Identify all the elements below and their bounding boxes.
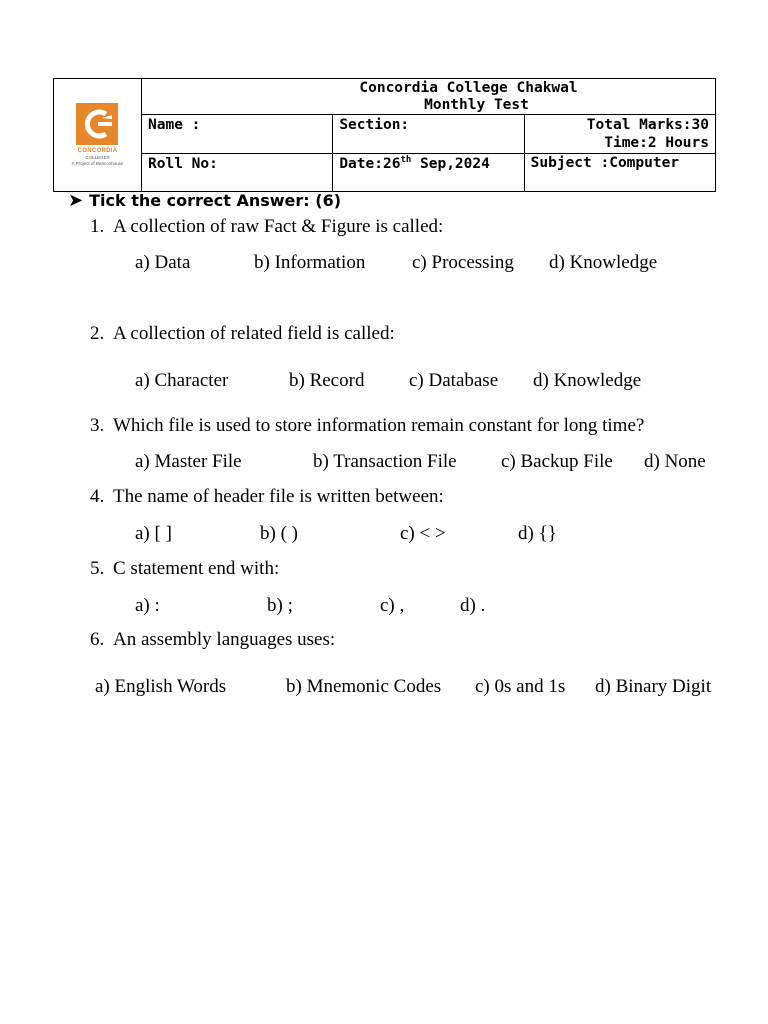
question-2 <box>90 323 395 345</box>
subject-label: Subject :Computer <box>530 155 680 171</box>
option-2b[interactable]: b) Record <box>289 370 365 391</box>
question-1 <box>90 216 443 238</box>
question-5 <box>90 558 279 580</box>
title-cell <box>142 79 716 115</box>
option-5c[interactable]: c) , <box>380 595 405 616</box>
date-sup: th <box>400 155 412 166</box>
section-label: Section: <box>339 117 410 133</box>
subject-cell <box>524 154 715 192</box>
section-cell <box>333 115 524 154</box>
option-2c[interactable]: c) Database <box>409 370 499 391</box>
question-6 <box>90 629 335 651</box>
exam-header-table <box>53 78 716 192</box>
name-cell <box>142 115 333 154</box>
question-number: 3. <box>90 415 105 436</box>
logo-sub: COLLEGES <box>85 155 110 160</box>
option-1b[interactable]: b) Information <box>254 252 366 273</box>
question-3 <box>90 415 644 437</box>
concordia-logo-icon <box>76 103 118 145</box>
option-3b[interactable]: b) Transaction File <box>313 451 457 472</box>
option-2d[interactable]: d) Knowledge <box>533 370 642 391</box>
option-4b[interactable]: b) ( ) <box>260 523 298 544</box>
option-4a[interactable]: a) [ ] <box>135 523 172 544</box>
option-6d[interactable]: d) Binary Digit <box>595 676 712 697</box>
option-5b[interactable]: b) ; <box>267 595 293 616</box>
question-text: A collection of raw Fact & Figure is called: <box>113 216 444 237</box>
college-logo <box>72 103 124 167</box>
question-text: C statement end with: <box>113 558 280 579</box>
logo-cell <box>54 79 142 192</box>
date-suffix: Sep,2024 <box>411 156 490 172</box>
roll-cell <box>142 154 333 192</box>
college-name: Concordia College Chakwal <box>359 80 578 96</box>
option-1c[interactable]: c) Processing <box>412 252 514 273</box>
logo-tagline: A Project of Beaconhouse <box>71 161 124 166</box>
option-4d[interactable]: d) {} <box>518 523 557 544</box>
option-6a[interactable]: a) English Words <box>95 676 227 697</box>
option-3c[interactable]: c) Backup File <box>501 451 613 472</box>
question-text: An assembly languages uses: <box>113 629 336 650</box>
section-heading <box>68 190 341 211</box>
date-prefix: Date:26 <box>339 156 401 172</box>
marks-cell <box>524 115 715 154</box>
question-text: Which file is used to store information remain constant for long time? <box>113 415 645 436</box>
question-number: 1. <box>90 216 105 237</box>
question-text: The name of header file is written between: <box>113 486 444 507</box>
option-5a[interactable]: a) : <box>135 595 160 616</box>
option-3d[interactable]: d) None <box>644 451 706 472</box>
question-number: 5. <box>90 558 105 579</box>
total-marks: Total Marks:30 <box>586 117 709 133</box>
question-number: 2. <box>90 323 105 344</box>
option-3a[interactable]: a) Master File <box>135 451 242 472</box>
question-text: A collection of related field is called: <box>113 323 395 344</box>
logo-name: CONCORDIA <box>77 148 118 154</box>
option-5d[interactable]: d) . <box>460 595 486 616</box>
time-allowed: Time:2 Hours <box>604 135 709 151</box>
date-cell <box>333 154 524 192</box>
roll-label: Roll No: <box>148 156 218 172</box>
option-6c[interactable]: c) 0s and 1s <box>475 676 566 697</box>
option-2a[interactable]: a) Character <box>135 370 229 391</box>
option-1d[interactable]: d) Knowledge <box>549 252 658 273</box>
option-4c[interactable]: c) < > <box>400 523 446 544</box>
section-title: Tick the correct Answer: (6) <box>89 191 342 210</box>
name-label: Name : <box>148 117 201 133</box>
test-name: Monthly Test <box>424 97 529 113</box>
arrow-bullet-icon: ➤ <box>68 190 84 211</box>
option-1a[interactable]: a) Data <box>135 252 191 273</box>
question-4 <box>90 486 444 508</box>
option-6b[interactable]: b) Mnemonic Codes <box>286 676 442 697</box>
question-number: 4. <box>90 486 105 507</box>
question-number: 6. <box>90 629 105 650</box>
